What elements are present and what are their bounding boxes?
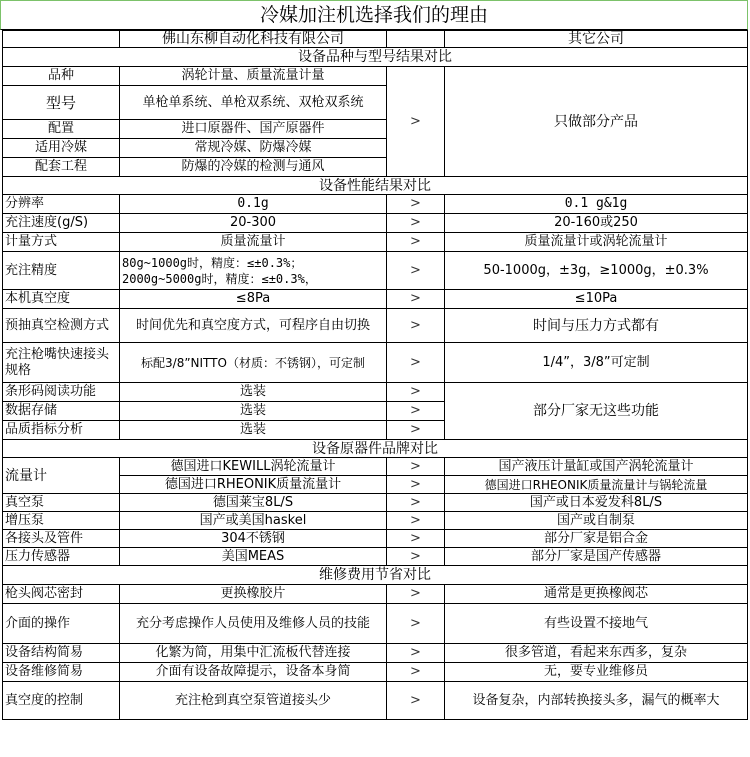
better-arrow: > (387, 343, 445, 383)
other-cell: 50-1000g，±3g，≥1000g，±0.3% (445, 252, 748, 290)
ours-cell: 德国进口KEWILL涡轮流量计 (120, 458, 387, 476)
company-a-header: 佛山东柳自动化科技有限公司 (120, 31, 387, 48)
header-empty-cell (3, 31, 120, 48)
table-row (3, 383, 748, 402)
precision-line-1: 80g~1000g时，精度：≤±0.3%； (122, 255, 303, 270)
better-arrow: > (387, 512, 445, 530)
row-label: 充注精度 (3, 252, 120, 290)
other-cell: 部分厂家是国产传感器 (445, 548, 748, 566)
better-arrow: > (387, 290, 445, 309)
row-label: 适用冷媒 (3, 139, 120, 158)
row-label: 充注枪嘴快速接头规格 (3, 343, 120, 383)
table-row (3, 682, 748, 720)
ours-cell: 更换橡胶片 (120, 585, 387, 604)
table-row (3, 290, 748, 309)
other-cell: 只做部分产品 (445, 67, 748, 177)
ours-cell: 介面有设备故障提示，设备本身简 (120, 663, 387, 682)
better-arrow: > (387, 421, 445, 440)
table-row (3, 604, 748, 644)
section-title: 设备性能结果对比 (3, 177, 748, 195)
header-empty-cell (387, 31, 445, 48)
other-cell: 国产液压计量缸或国产涡轮流量计 (445, 458, 748, 476)
better-arrow: > (387, 309, 445, 343)
better-arrow: > (387, 663, 445, 682)
ours-cell: 时间优先和真空度方式，可程序自由切换 (120, 309, 387, 343)
row-label: 设备维修简易 (3, 663, 120, 682)
table-row (3, 663, 748, 682)
other-cell: 德国进口RHEONIK质量流量计与锅轮流量 (445, 476, 748, 494)
row-label: 品种 (3, 67, 120, 86)
ours-cell: 20-300 (120, 214, 387, 233)
row-label: 本机真空度 (3, 290, 120, 309)
table-row (3, 512, 748, 530)
row-label: 流量计 (3, 458, 120, 494)
row-label: 品质指标分析 (3, 421, 120, 440)
table-row (3, 644, 748, 663)
ours-cell: 防爆的冷媒的检测与通风 (120, 158, 387, 177)
better-arrow: > (387, 476, 445, 494)
better-arrow: > (387, 233, 445, 252)
better-arrow: > (387, 585, 445, 604)
other-cell: 1/4”，3/8”可定制 (445, 343, 748, 383)
table-row (3, 309, 748, 343)
ours-cell (120, 252, 387, 290)
row-label: 条形码阅读功能 (3, 383, 120, 402)
other-cell: 0.1 g&1g (445, 195, 748, 214)
ours-cell: 选装 (120, 421, 387, 440)
better-arrow: > (387, 214, 445, 233)
better-arrow: > (387, 604, 445, 644)
ours-cell: 304不锈钢 (120, 530, 387, 548)
better-arrow: > (387, 402, 445, 421)
other-cell: 通常是更换橡阀芯 (445, 585, 748, 604)
sheet-title: 冷媒加注机选择我们的理由 (0, 0, 748, 30)
other-cell: 国产或日本爱发科8L/S (445, 494, 748, 512)
table-row (3, 195, 748, 214)
section-title: 设备品种与型号结果对比 (3, 48, 748, 67)
table-row (3, 494, 748, 512)
row-label: 分辨率 (3, 195, 120, 214)
better-arrow: > (387, 530, 445, 548)
other-cell: 有些设置不接地气 (445, 604, 748, 644)
row-label: 压力传感器 (3, 548, 120, 566)
ours-cell: 单枪单系统、单枪双系统、双枪双系统 (120, 86, 387, 120)
row-label: 设备结构简易 (3, 644, 120, 663)
ours-cell: 涡轮计量、质量流量计量 (120, 67, 387, 86)
ours-cell: 选装 (120, 383, 387, 402)
table-row (3, 252, 748, 290)
better-arrow: > (387, 644, 445, 663)
row-label: 型号 (3, 86, 120, 120)
better-arrow: > (387, 682, 445, 720)
section-title: 维修费用节省对比 (3, 566, 748, 585)
ours-cell: 0.1g (120, 195, 387, 214)
table-row (3, 67, 748, 86)
table-row (3, 458, 748, 476)
row-label: 充注速度(g/S) (3, 214, 120, 233)
row-label: 真空度的控制 (3, 682, 120, 720)
header-row (3, 31, 748, 48)
ours-cell: 标配3/8”NITTO（材质：不锈钢），可定制 (120, 343, 387, 383)
row-label: 预抽真空检测方式 (3, 309, 120, 343)
table-row (3, 214, 748, 233)
row-label: 真空泵 (3, 494, 120, 512)
better-arrow: > (387, 383, 445, 402)
ours-cell: 选装 (120, 402, 387, 421)
row-label: 增压泵 (3, 512, 120, 530)
table-row (3, 233, 748, 252)
table-row (3, 548, 748, 566)
better-arrow: > (387, 494, 445, 512)
ours-cell: 德国进口RHEONIK质量流量计 (120, 476, 387, 494)
other-cell: 质量流量计或涡轮流量计 (445, 233, 748, 252)
row-label: 各接头及管件 (3, 530, 120, 548)
better-arrow: > (387, 252, 445, 290)
ours-cell: 充分考虑操作人员使用及维修人员的技能 (120, 604, 387, 644)
ours-cell: 质量流量计 (120, 233, 387, 252)
ours-cell: 进口原器件、国产原器件 (120, 120, 387, 139)
row-label: 数据存储 (3, 402, 120, 421)
table-row (3, 585, 748, 604)
other-cell: 很多管道，看起来东西多，复杂 (445, 644, 748, 663)
row-label: 枪头阀芯密封 (3, 585, 120, 604)
other-cell: 20-160或250 (445, 214, 748, 233)
ours-cell: 充注枪到真空泵管道接头少 (120, 682, 387, 720)
row-label: 配置 (3, 120, 120, 139)
section-title: 设备原器件品牌对比 (3, 440, 748, 458)
ours-cell: 常规冷媒、防爆冷媒 (120, 139, 387, 158)
better-arrow: > (387, 548, 445, 566)
row-label: 介面的操作 (3, 604, 120, 644)
company-b-header: 其它公司 (445, 31, 748, 48)
better-arrow: > (387, 458, 445, 476)
other-cell: 部分厂家无这些功能 (445, 383, 748, 440)
better-arrow: > (387, 67, 445, 177)
ours-cell: 德国莱宝8L/S (120, 494, 387, 512)
row-label: 计量方式 (3, 233, 120, 252)
other-cell: 设备复杂，内部转换接头多，漏气的概率大 (445, 682, 748, 720)
ours-cell: 国产或美国haskel (120, 512, 387, 530)
ours-cell: 化繁为简，用集中汇流板代替连接 (120, 644, 387, 663)
other-cell: 国产或自制泵 (445, 512, 748, 530)
better-arrow: > (387, 195, 445, 214)
comparison-table (2, 30, 748, 720)
other-cell: 时间与压力方式都有 (445, 309, 748, 343)
table-row (3, 530, 748, 548)
row-label: 配套工程 (3, 158, 120, 177)
other-cell: ≤10Pa (445, 290, 748, 309)
ours-cell: ≤8Pa (120, 290, 387, 309)
precision-line-2: 2000g~5000g时，精度：≤±0.3%， (122, 271, 317, 286)
other-cell: 部分厂家是铝合金 (445, 530, 748, 548)
ours-cell: 美国MEAS (120, 548, 387, 566)
other-cell: 无，要专业维修员 (445, 663, 748, 682)
table-row (3, 343, 748, 383)
